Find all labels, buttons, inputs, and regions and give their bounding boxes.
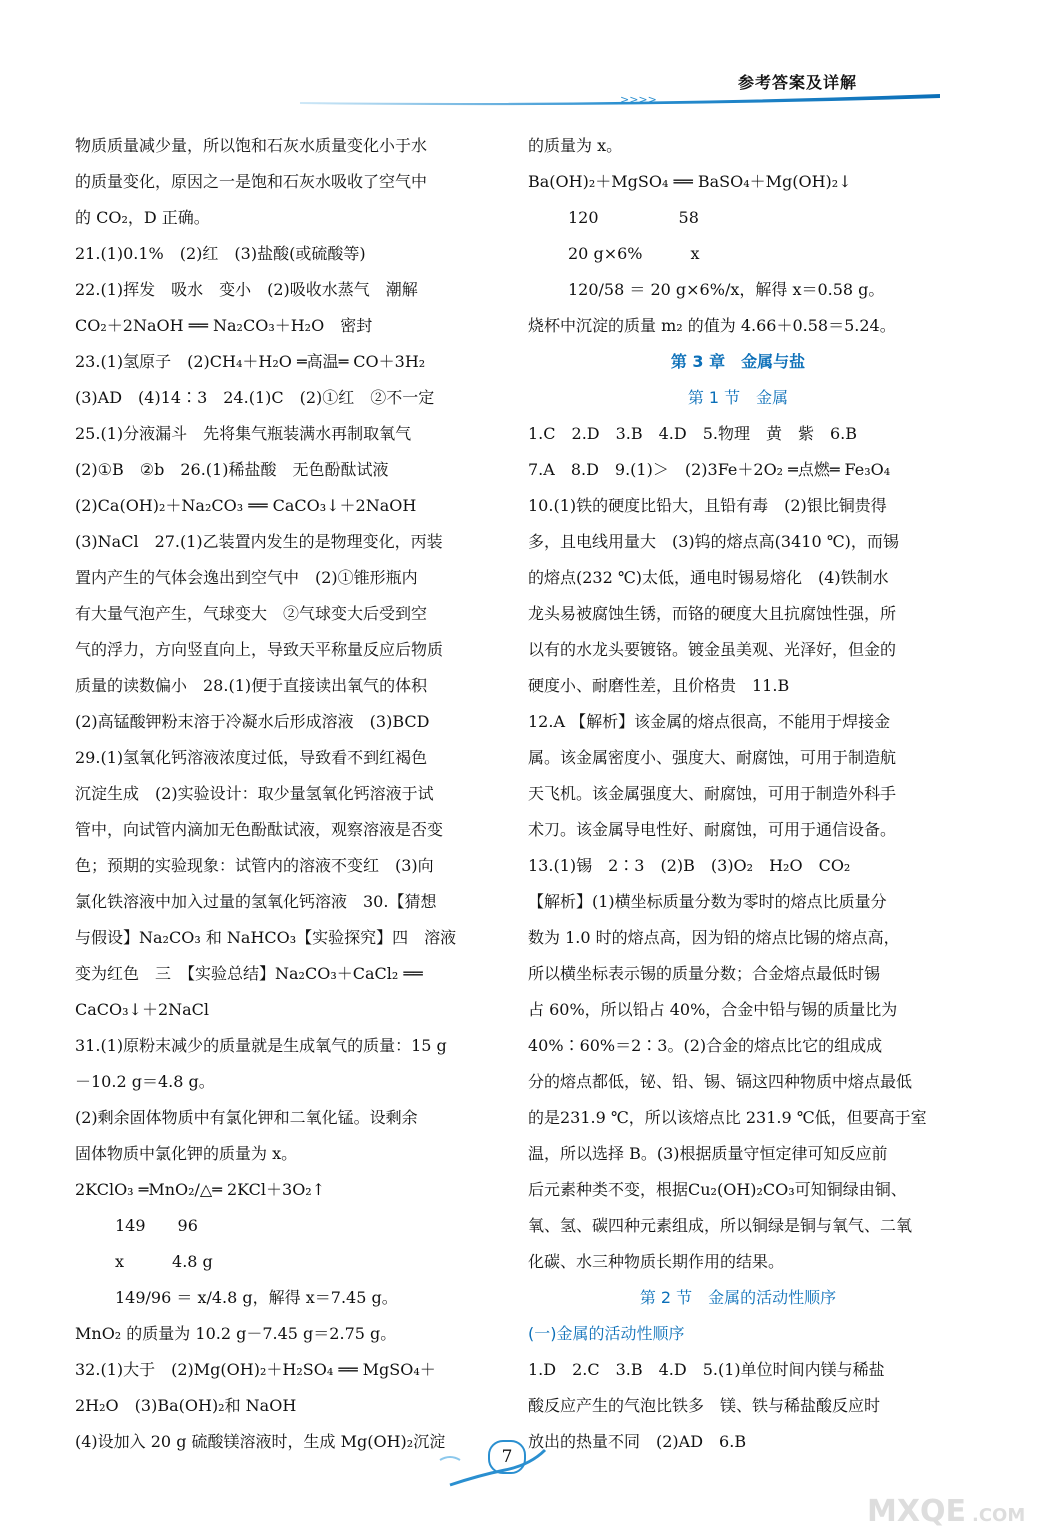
svg-text:.COM: .COM xyxy=(972,1505,1026,1526)
left-line: 2H₂O (3)Ba(OH)₂和 NaOH xyxy=(75,1396,297,1415)
right-column xyxy=(528,128,948,1460)
right-line: 分的熔点都低，铋、铅、锡、镉这四种物质中熔点最低 xyxy=(528,1072,913,1091)
left-line: x 4.8 g xyxy=(115,1252,213,1271)
left-line: 物质质量减少量，所以饱和石灰水质量变化小于水 xyxy=(75,136,428,155)
header-title: 参考答案及详解 xyxy=(737,73,857,92)
left-line: 149 96 xyxy=(115,1216,198,1235)
left-line: 2KClO₃ ═MnO₂/△═ 2KCl＋3O₂↑ xyxy=(75,1180,326,1199)
right-line: 龙头易被腐蚀生锈，而铬的硬度大且抗腐蚀性强，所 xyxy=(528,604,897,623)
right-line: 硬度小、耐磨性差，且价格贵 11.B xyxy=(528,676,790,695)
right-line: 化碳、水三种物质长期作用的结果。 xyxy=(528,1252,785,1271)
left-line: 的质量变化，原因之一是饱和石灰水吸收了空气中 xyxy=(75,172,428,191)
left-line: －10.2 g＝4.8 g。 xyxy=(75,1072,215,1091)
page-number: 7 xyxy=(488,1440,526,1474)
right-line: 数为 1.0 时的熔点高，因为铅的熔点比锡的熔点高， xyxy=(528,928,900,947)
right-line: 10.(1)铁的硬度比铅大，且铅有毒 (2)银比铜贵得 xyxy=(528,496,887,515)
left-line: 氯化铁溶液中加入过量的氢氧化钙溶液 30.【猜想 xyxy=(75,892,437,911)
left-line: 21.(1)0.1% (2)红 (3)盐酸(或硫酸等) xyxy=(75,244,366,263)
left-line: 置内产生的气体会逸出到空气中 (2)①锥形瓶内 xyxy=(75,568,418,587)
left-line: 沉淀生成 (2)实验设计：取少量氢氧化钙溶液于试 xyxy=(75,784,434,803)
right-line: 所以横坐标表示锡的质量分数；合金熔点最低时锡 xyxy=(528,964,881,983)
left-line: (3)AD (4)14∶3 24.(1)C (2)①红 ②不一定 xyxy=(75,388,435,407)
right-line: 术刀。该金属导电性好、耐腐蚀，可用于通信设备。 xyxy=(528,820,897,839)
left-line: 管中，向试管内滴加无色酚酞试液，观察溶液是否变 xyxy=(75,820,444,839)
left-line: (3)NaCl 27.(1)乙装置内发生的是物理变化，丙装 xyxy=(75,532,443,551)
right-line: 放出的热量不同 (2)AD 6.B xyxy=(528,1432,747,1451)
right-line: 的是231.9 ℃，所以该熔点比 231.9 ℃低，但要高于室 xyxy=(528,1108,927,1127)
right-line: 120 58 xyxy=(568,208,699,227)
left-line: 有大量气泡产生，气球变大 ②气球变大后受到空 xyxy=(75,604,428,623)
left-line: 与假设】Na₂CO₃ 和 NaHCO₃【实验探究】四 溶液 xyxy=(75,928,457,947)
left-line: 29.(1)氢氧化钙溶液浓度过低，导致看不到红褐色 xyxy=(75,748,428,767)
left-line: (2)剩余固体物质中有氯化钾和二氧化锰。设剩余 xyxy=(75,1108,418,1127)
right-line: (一)金属的活动性顺序 xyxy=(528,1324,685,1343)
right-line: 20 g×6% x xyxy=(568,244,700,263)
right-line: 的熔点(232 ℃)太低，通电时锡易熔化 (4)铁制水 xyxy=(528,568,889,587)
right-line: 酸反应产生的气泡比铁多 镁、铁与稀盐酸反应时 xyxy=(528,1396,881,1415)
right-line: 天飞机。该金属强度大、耐腐蚀，可用于制造外科手 xyxy=(528,784,897,803)
left-line: 22.(1)挥发 吸水 变小 (2)吸收水蒸气 潮解 xyxy=(75,280,418,299)
left-line: 149/96 ＝ x/4.8 g，解得 x＝7.45 g。 xyxy=(115,1288,398,1307)
left-line: 气的浮力，方向竖直向上，导致天平称量反应后物质 xyxy=(75,640,444,659)
left-line: (2)①B ②b 26.(1)稀盐酸 无色酚酞试液 xyxy=(75,460,389,479)
right-line: 的质量为 x。 xyxy=(528,136,623,155)
right-line: 1.D 2.C 3.B 4.D 5.(1)单位时间内镁与稀盐 xyxy=(528,1360,885,1379)
right-line: 后元素种类不变，根据Cu₂(OH)₂CO₃可知铜绿由铜、 xyxy=(528,1180,907,1199)
right-line: 温，所以选择 B。(3)根据质量守恒定律可知反应前 xyxy=(528,1144,888,1163)
left-line: (4)设加入 20 g 硫酸镁溶液时，生成 Mg(OH)₂沉淀 xyxy=(75,1432,446,1451)
left-line: 变为红色 三 【实验总结】Na₂CO₃＋CaCl₂ ══ xyxy=(75,964,423,983)
svg-text:>>>>: >>>> xyxy=(620,93,657,106)
right-line: 13.(1)锡 2∶3 (2)B (3)O₂ H₂O CO₂ xyxy=(528,856,851,875)
right-line: 以有的水龙头要镀铬。镀金虽美观、光泽好，但金的 xyxy=(528,640,897,659)
svg-text:MXQE: MXQE xyxy=(867,1494,966,1529)
left-line: 质量的读数偏小 28.(1)便于直接读出氧气的体积 xyxy=(75,676,428,695)
left-column xyxy=(75,128,495,1460)
right-line: 氧、氢、碳四种元素组成，所以铜绿是铜与氧气、二氧 xyxy=(528,1216,913,1235)
right-line: 12.A 【解析】该金属的熔点很高，不能用于焊接金 xyxy=(528,712,891,731)
left-line: CO₂＋2NaOH ══ Na₂CO₃＋H₂O 密封 xyxy=(75,316,373,335)
left-line: (2)Ca(OH)₂＋Na₂CO₃ ══ CaCO₃↓＋2NaOH xyxy=(75,496,417,515)
right-line: 属。该金属密度小、强度大、耐腐蚀，可用于制造航 xyxy=(528,748,897,767)
right-line: 第 1 节 金属 xyxy=(687,388,789,407)
right-line: 多，且电线用量大 (3)钨的熔点高(3410 ℃)，而锡 xyxy=(528,532,899,551)
left-line: 32.(1)大于 (2)Mg(OH)₂＋H₂SO₄ ══ MgSO₄＋ xyxy=(75,1360,436,1379)
right-line: 120/58 ＝ 20 g×6%/x，解得 x＝0.58 g。 xyxy=(568,280,885,299)
left-line: 25.(1)分液漏斗 先将集气瓶装满水再制取氧气 xyxy=(75,424,412,443)
left-line: 31.(1)原粉末减少的质量就是生成氧气的质量：15 g xyxy=(75,1036,447,1055)
header-decoration xyxy=(300,92,940,106)
left-line: CaCO₃↓＋2NaCl xyxy=(75,1000,210,1019)
right-line: Ba(OH)₂＋MgSO₄ ══ BaSO₄＋Mg(OH)₂↓ xyxy=(528,172,852,191)
right-line: 1.C 2.D 3.B 4.D 5.物理 黄 紫 6.B xyxy=(528,424,858,443)
right-line: 40%∶60%＝2∶3。(2)合金的熔点比它的组成成 xyxy=(528,1036,883,1055)
watermark-logo xyxy=(862,1471,1042,1531)
left-line: 的 CO₂，D 正确。 xyxy=(75,208,210,227)
left-line: MnO₂ 的质量为 10.2 g－7.45 g＝2.75 g。 xyxy=(75,1324,397,1343)
left-line: (2)高锰酸钾粉末溶于冷凝水后形成溶液 (3)BCD xyxy=(75,712,430,731)
left-line: 固体物质中氯化钾的质量为 x。 xyxy=(75,1144,298,1163)
left-line: 23.(1)氢原子 (2)CH₄＋H₂O ═高温═ CO＋3H₂ xyxy=(75,352,426,371)
right-line: 占 60%，所以铅占 40%，合金中铅与锡的质量比为 xyxy=(528,1000,898,1019)
right-line: 第 3 章 金属与盐 xyxy=(670,352,806,371)
right-line: 第 2 节 金属的活动性顺序 xyxy=(639,1288,837,1307)
right-line: 烧杯中沉淀的质量 m₂ 的值为 4.66＋0.58＝5.24。 xyxy=(528,316,896,335)
left-line: 色；预期的实验现象：试管内的溶液不变红 (3)向 xyxy=(75,856,434,875)
right-line: 【解析】(1)横坐标质量分数为零时的熔点比质量分 xyxy=(528,892,887,911)
right-line: 7.A 8.D 9.(1)＞ (2)3Fe＋2O₂ ═点燃═ Fe₃O₄ xyxy=(528,460,891,479)
